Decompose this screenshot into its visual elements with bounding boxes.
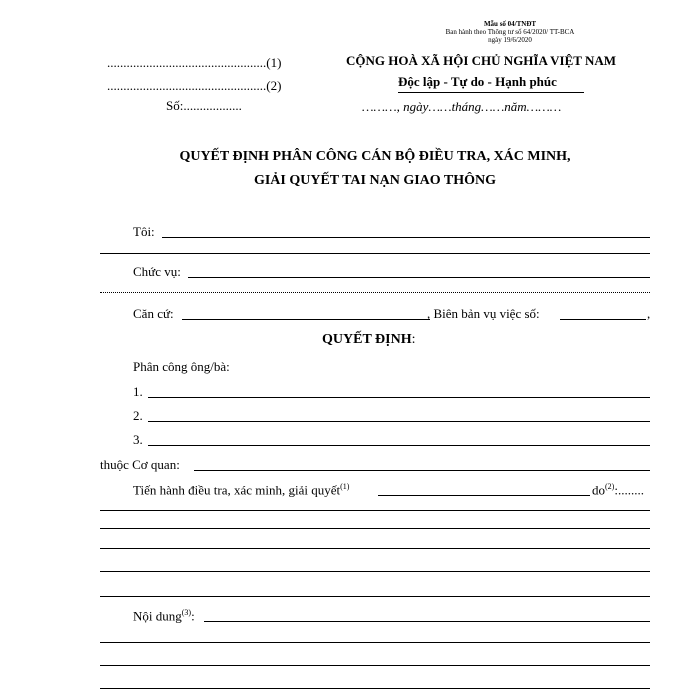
do-label: do bbox=[592, 482, 605, 498]
agency-fill-line[interactable] bbox=[194, 470, 650, 471]
item-1-fill-line[interactable] bbox=[148, 397, 650, 398]
content-blank-line-2[interactable] bbox=[100, 665, 650, 666]
item-1-label: 1. bbox=[133, 384, 143, 399]
org-line-2: .................................................(2) bbox=[107, 78, 282, 93]
do-tail: :........ bbox=[614, 482, 644, 498]
chuc-vu-fill-line[interactable] bbox=[188, 277, 650, 278]
decision-heading bbox=[322, 332, 415, 348]
toi-label: Tôi: bbox=[133, 224, 155, 239]
motto-underline bbox=[398, 92, 584, 93]
content-label-wrap bbox=[133, 608, 195, 624]
proceed-fill-line[interactable] bbox=[378, 495, 590, 496]
bien-ban-label: , Biên bản vụ việc số: bbox=[427, 306, 540, 321]
content-blank-line-3[interactable] bbox=[100, 688, 650, 689]
item-2-fill-line[interactable] bbox=[148, 421, 650, 422]
content-blank-line-1[interactable] bbox=[100, 642, 650, 643]
trailing-comma: , bbox=[647, 306, 651, 321]
blank-line-1[interactable] bbox=[100, 510, 650, 511]
bien-ban-fill-line[interactable] bbox=[560, 319, 646, 320]
date-line: ………, ngày……tháng……năm……… bbox=[362, 99, 562, 114]
doc-number: Số:.................. bbox=[166, 98, 242, 113]
decision-heading-colon: : bbox=[411, 332, 416, 347]
content-label: Nội dung bbox=[133, 608, 182, 624]
blank-line-2[interactable] bbox=[100, 528, 650, 529]
chuc-vu-dotted-line[interactable] bbox=[100, 292, 650, 293]
issued-date: ngày 19/6/2020 bbox=[488, 36, 532, 44]
blank-line-5[interactable] bbox=[100, 596, 650, 597]
proceed-sup: (1) bbox=[340, 482, 350, 491]
can-cu-fill-line[interactable] bbox=[182, 319, 430, 320]
title-line-2: GIẢI QUYẾT TAI NẠN GIAO THÔNG bbox=[253, 173, 497, 188]
toi-fill-line-2[interactable] bbox=[100, 253, 650, 254]
blank-line-3[interactable] bbox=[100, 548, 650, 549]
proceed-label: Tiến hành điều tra, xác minh, giải quyết bbox=[133, 482, 341, 498]
item-2-label: 2. bbox=[133, 408, 143, 423]
do-label-wrap bbox=[592, 482, 644, 498]
country-name: CỘNG HOÀ XÃ HỘI CHỦ NGHĨA VIỆT NAM bbox=[346, 53, 617, 68]
item-3-fill-line[interactable] bbox=[148, 445, 650, 446]
form-number: Mẫu số 04/TNĐT bbox=[483, 20, 537, 28]
item-3-label: 3. bbox=[133, 432, 143, 447]
toi-fill-line[interactable] bbox=[162, 237, 650, 238]
do-sup: (2) bbox=[605, 482, 615, 491]
motto: Độc lập - Tự do - Hạnh phúc bbox=[398, 74, 557, 89]
can-cu-label: Căn cứ: bbox=[133, 306, 174, 321]
agency-label: thuộc Cơ quan: bbox=[100, 457, 180, 472]
assign-label: Phân công ông/bà: bbox=[133, 359, 230, 374]
blank-line-4[interactable] bbox=[100, 571, 650, 572]
issued-by: Ban hành theo Thông tư số 64/2020/ TT-BCA bbox=[445, 28, 575, 36]
content-colon: : bbox=[191, 608, 195, 624]
content-fill-line[interactable] bbox=[204, 621, 650, 622]
content-sup: (3) bbox=[181, 608, 192, 617]
proceed-label-wrap bbox=[133, 482, 349, 498]
decision-heading-text: QUYẾT ĐỊNH bbox=[322, 332, 412, 347]
chuc-vu-label: Chức vụ: bbox=[133, 264, 181, 279]
org-line-1: .................................................(1) bbox=[107, 55, 282, 70]
title-line-1: QUYẾT ĐỊNH PHÂN CÔNG CÁN BỘ ĐIỀU TRA, XÁC MINH, bbox=[179, 149, 571, 164]
